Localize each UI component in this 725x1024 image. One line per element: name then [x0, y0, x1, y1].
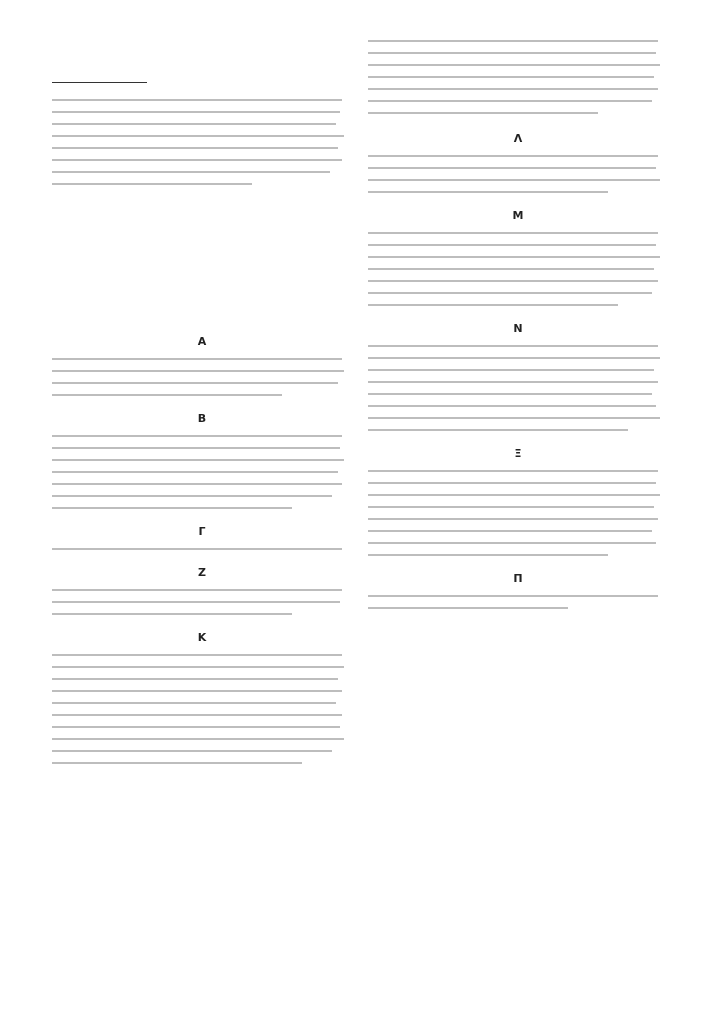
text-line [52, 702, 336, 704]
footnote-rule [52, 82, 147, 83]
text-line [368, 554, 608, 556]
entry-placeholder-block [368, 470, 668, 556]
text-line [368, 40, 658, 42]
text-line [52, 654, 342, 656]
entry-placeholder-block [52, 548, 352, 550]
text-line [52, 99, 342, 101]
text-line [52, 370, 344, 372]
text-line [368, 268, 654, 270]
letter-heading-l: Λ [513, 132, 523, 145]
text-line [52, 171, 330, 173]
text-line [368, 595, 658, 597]
entry-placeholder-block [368, 155, 668, 193]
text-line [52, 483, 342, 485]
entry-placeholder-block [52, 435, 352, 509]
text-line [368, 191, 608, 193]
text-line [368, 542, 656, 544]
text-line [368, 417, 660, 419]
entry-placeholder-block [368, 595, 668, 609]
text-line [368, 429, 628, 431]
text-line [368, 345, 658, 347]
text-line [52, 459, 344, 461]
text-line [52, 548, 342, 550]
text-line [368, 167, 656, 169]
text-line [52, 762, 302, 764]
text-line [52, 147, 338, 149]
text-line [368, 232, 658, 234]
text-line [52, 183, 252, 185]
entry-placeholder-block [52, 589, 352, 615]
text-line [52, 666, 344, 668]
text-line [52, 507, 292, 509]
letter-heading-n: Ν [513, 322, 523, 335]
text-line [368, 52, 656, 54]
entry-placeholder-block [52, 358, 352, 396]
text-line [52, 382, 338, 384]
text-line [52, 589, 342, 591]
text-line [368, 393, 652, 395]
text-line [368, 280, 658, 282]
text-line [52, 135, 344, 137]
entry-placeholder-block [368, 232, 668, 306]
text-line [52, 159, 342, 161]
text-line [52, 358, 342, 360]
letter-heading-p: Π [513, 572, 523, 585]
text-line [368, 357, 660, 359]
text-line [368, 405, 656, 407]
text-line [368, 88, 658, 90]
letter-heading-x: Ξ [514, 447, 522, 460]
text-line [368, 179, 660, 181]
text-line [52, 394, 282, 396]
text-line [52, 750, 332, 752]
text-line [368, 304, 618, 306]
text-line [368, 381, 658, 383]
text-line [52, 447, 340, 449]
letter-heading-g: Γ [198, 525, 206, 538]
note-placeholder-block [52, 99, 352, 185]
text-line [368, 518, 658, 520]
text-line [368, 494, 660, 496]
text-line [52, 678, 338, 680]
letter-heading-a: Α [197, 335, 207, 348]
text-line [368, 470, 658, 472]
text-line [52, 738, 344, 740]
text-line [52, 613, 292, 615]
text-line [52, 601, 340, 603]
letter-heading-k: Κ [197, 631, 207, 644]
letter-heading-b: Β [197, 412, 207, 425]
letter-heading-z: Ζ [198, 566, 206, 579]
text-line [368, 76, 654, 78]
text-line [52, 471, 338, 473]
text-line [52, 726, 340, 728]
text-line [368, 112, 598, 114]
text-line [368, 244, 656, 246]
entry-placeholder-block [368, 345, 668, 431]
text-line [52, 495, 332, 497]
text-line [368, 506, 654, 508]
entry-placeholder-block [52, 654, 352, 764]
text-line [368, 607, 568, 609]
text-line [52, 111, 340, 113]
text-line [52, 714, 342, 716]
entry-placeholder-block [368, 40, 668, 114]
text-line [368, 530, 652, 532]
left-column [52, 40, 352, 774]
letter-heading-m: Μ [512, 209, 524, 222]
text-line [368, 64, 660, 66]
text-line [368, 256, 660, 258]
text-line [52, 123, 336, 125]
text-line [52, 435, 342, 437]
text-line [52, 690, 342, 692]
right-column [368, 40, 668, 619]
text-line [368, 369, 654, 371]
text-line [368, 292, 652, 294]
text-line [368, 100, 652, 102]
text-line [368, 155, 658, 157]
text-line [368, 482, 656, 484]
